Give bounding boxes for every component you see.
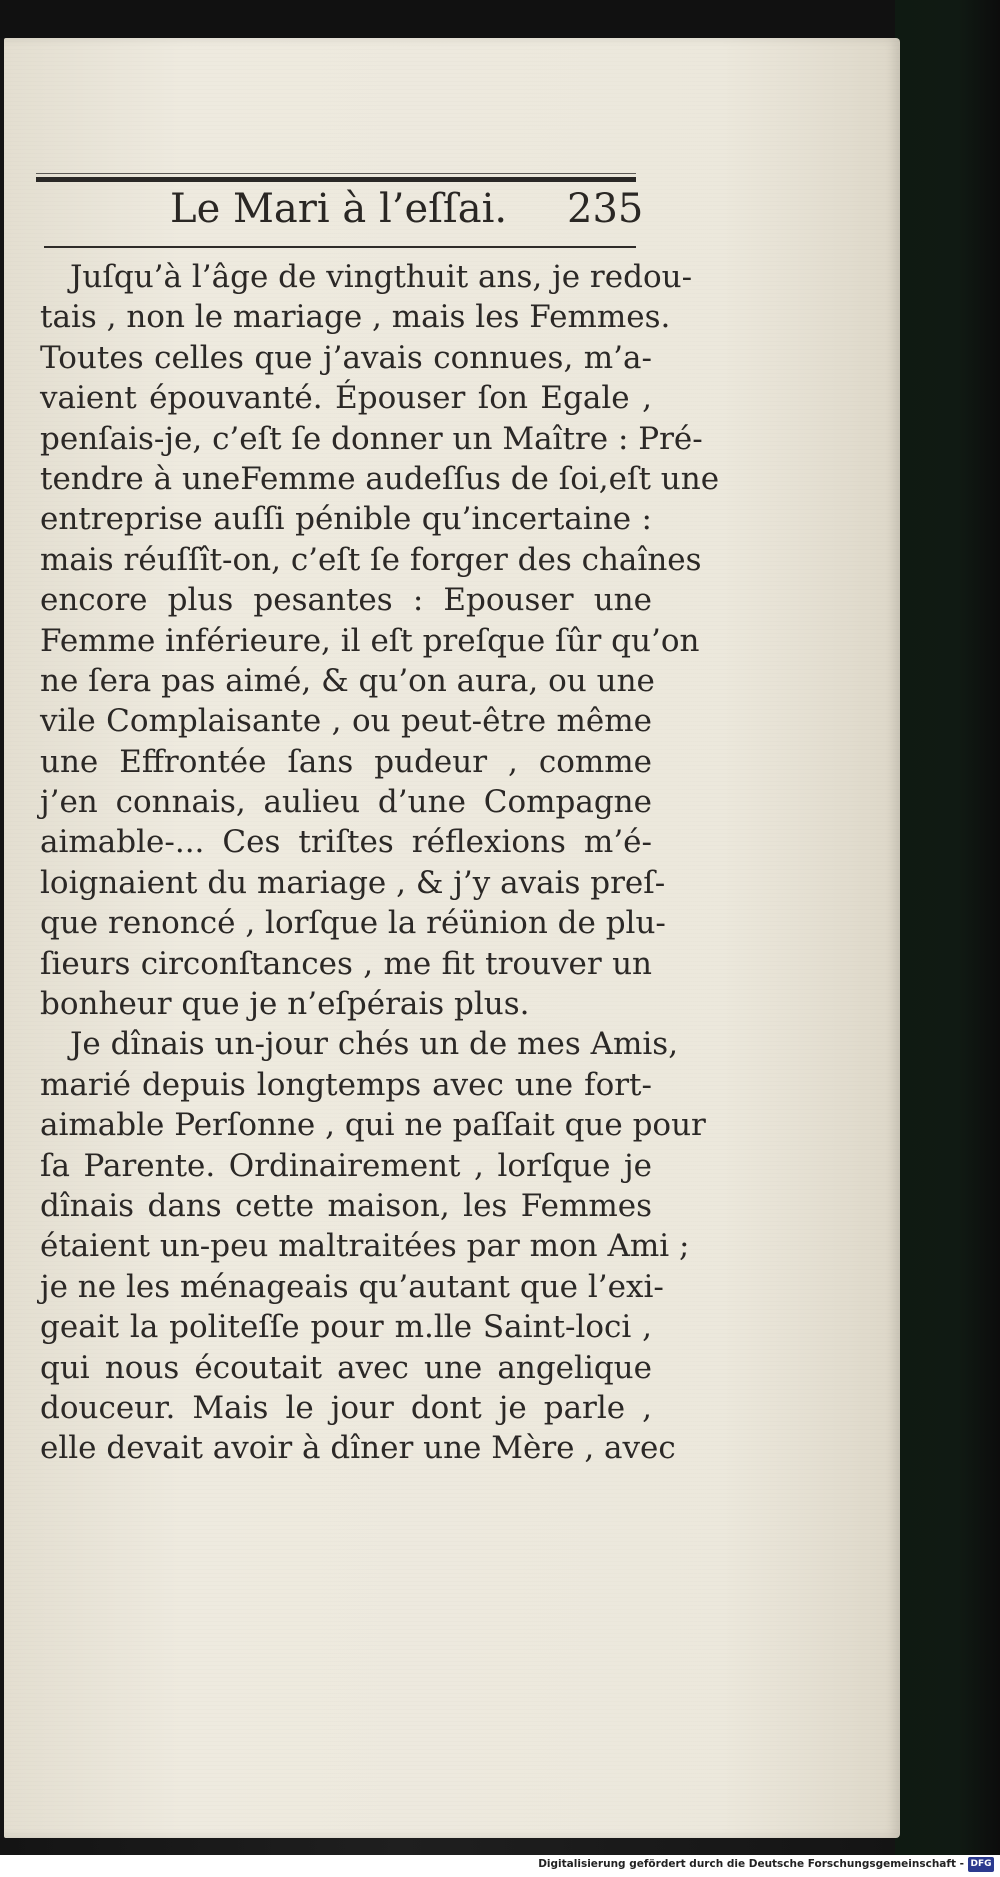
text-line: Je dînais un-jour chés un de mes Amis, [70,1026,679,1063]
text-line: ſieurs circonſtances , me fit trouver un [40,945,652,982]
running-head: Le Mari à l’eſſai. [170,186,508,232]
text-line: aimable-... Ces triſtes réflexions m’é- [40,824,652,861]
text-line: encore plus pesantes : Epouser une [40,582,652,619]
scan-right-edge [895,0,1000,1877]
text-line: vile Complaisante , ou peut-être même [40,703,652,740]
text-line: douceur. Mais le jour dont je parle , [40,1389,652,1426]
text-line: loignaient du mariage , & j’y avais preſ- [40,864,666,901]
text-line: étaient un-peu maltraitées par mon Ami ; [40,1228,690,1265]
text-line: ſa Parente. Ordinairement , lorſque je [40,1147,652,1184]
text-line: aimable Perſonne , qui ne paſſait que pour [40,1107,706,1144]
text-line: ne ſera pas aimé, & qu’on aura, ou une [40,662,655,699]
header-rule-bottom [44,246,636,248]
text-line: marié depuis longtemps avec une fort- [40,1066,652,1103]
text-line: Femme inférieure, il eſt preſque ſûr qu’on [40,622,700,659]
text-line: entreprise auſſi pénible qu’incertaine : [40,501,652,538]
text-line: bonheur que je n’eſpérais plus. [40,986,530,1023]
digitization-credit: Digitalisierung gefördert durch die Deutsche Forschungsgemeinschaft - [538,1858,964,1870]
text-line: que renoncé , lorſque la réünion de plu- [40,905,666,942]
scan-top-edge [0,0,1000,38]
text-line: penſais-je, c’eſt ſe donner un Maître : Pré- [40,420,703,457]
text-line: j’en connais, aulieu d’une Compagne [40,784,652,821]
text-line: Juſqu’à l’âge de vingthuit ans, je redou- [70,259,693,295]
header-rule-top [36,177,636,182]
header-rule-thin [36,173,636,174]
text-line: qui nous écoutait avec une angelique [40,1349,652,1386]
text-line: Toutes celles que j’avais connues, m’a- [40,339,652,376]
text-line: une Effrontée ſans pudeur , comme [40,743,652,780]
text-line: vaient épouvanté. Épouser ſon Egale , [40,380,652,417]
text-line: tais , non le mariage , mais les Femmes. [40,299,671,336]
body-text [40,257,720,1469]
text-line: je ne les ménageais qu’autant que l’exi- [40,1268,664,1305]
text-line: dînais dans cette maison, les Femmes [40,1187,652,1224]
text-line: tendre à uneFemme audeſſus de ſoi,eſt une [40,460,720,497]
text-line: geait la politeſſe pour m.lle Saint-loci , [40,1309,652,1346]
page-number: 235 [567,186,644,232]
text-line: mais réuſſît-on, c’eſt ſe forger des chaînes [40,541,702,578]
dfg-logo-icon: DFG [968,1857,994,1872]
text-line: elle devait avoir à dîner une Mère , avec [40,1430,676,1467]
